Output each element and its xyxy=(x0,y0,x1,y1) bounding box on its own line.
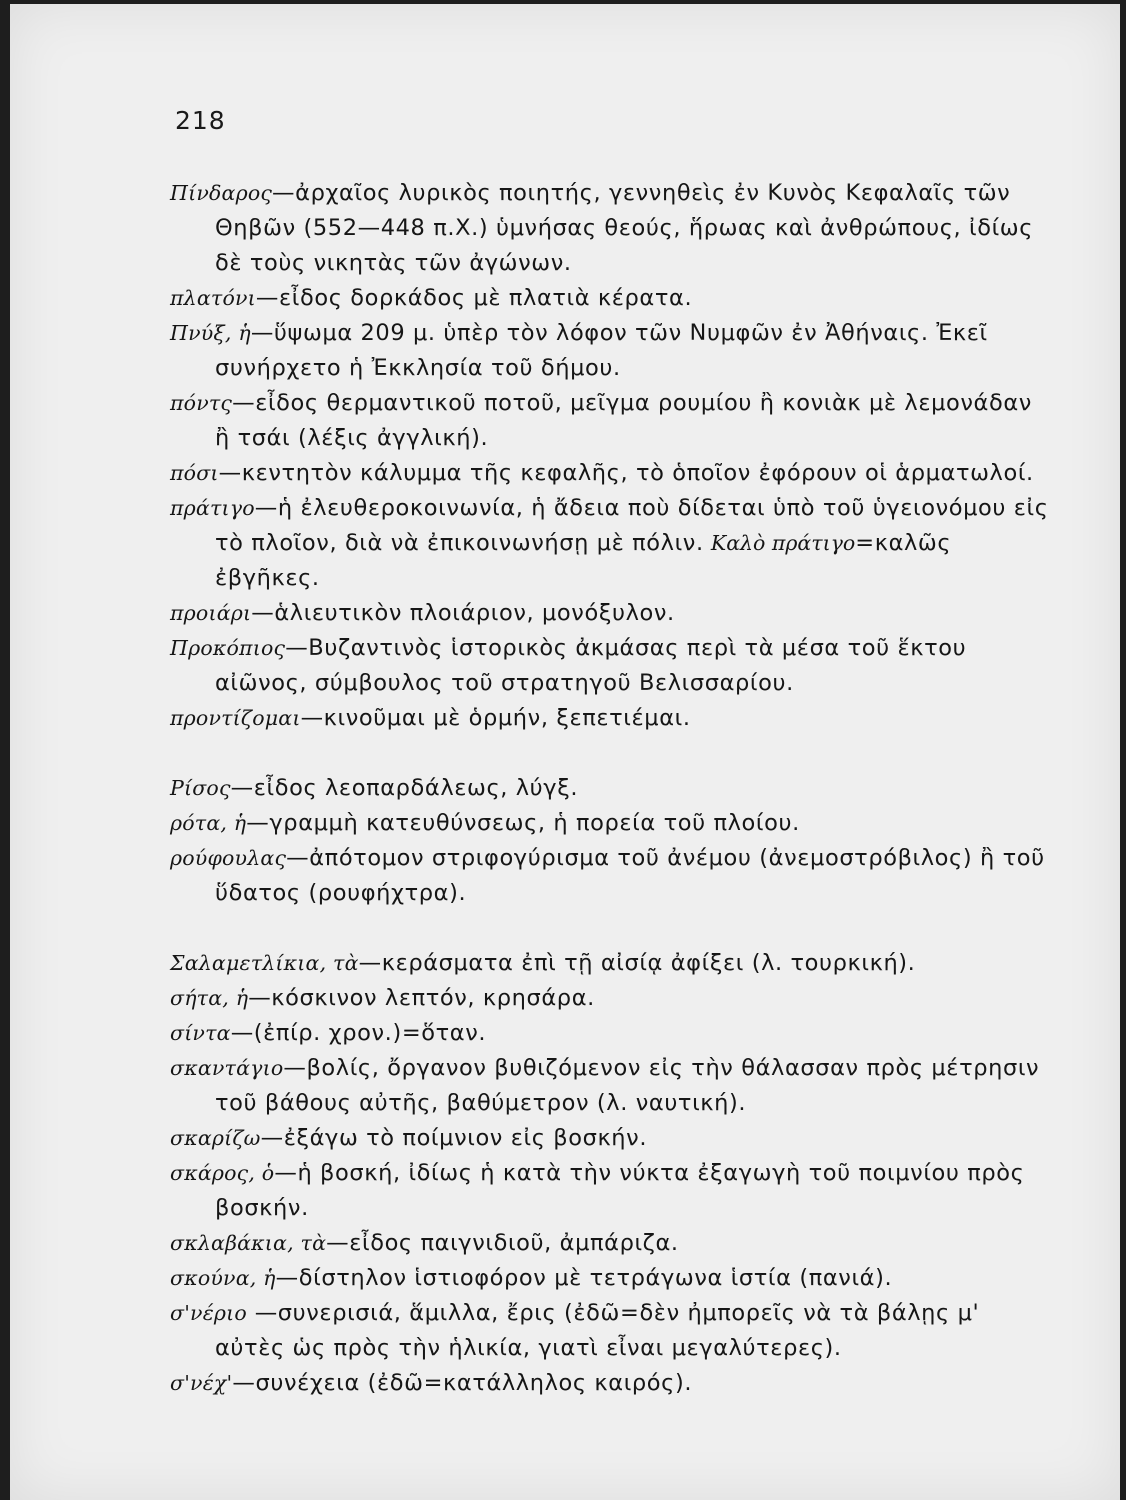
entry-term: σήτα, ἡ xyxy=(170,986,249,1010)
entry-phrase-meaning: =καλῶς ἐβγῆκες. xyxy=(215,530,952,591)
entry-term: σκούνα, ἡ xyxy=(170,1266,276,1290)
glossary-entry xyxy=(170,981,1050,1016)
entry-definition: —συνέχεια (ἐδῶ=κατάλληλος καιρός). xyxy=(232,1370,693,1396)
entry-term: σίντα xyxy=(170,1021,231,1045)
entry-term: ρότα, ἡ xyxy=(170,811,247,835)
entry-definition: —δίστηλον ἱστιοφόρον μὲ τετράγωνα ἱστία (πανιά). xyxy=(275,1265,893,1291)
book-page xyxy=(10,4,1120,1500)
entry-term: πλατόνι xyxy=(170,286,256,310)
entry-definition: —συνερισιά, ἅμιλλα, ἔρις (ἐδῶ=δὲν ἠμπορεῖς νὰ τὰ βάλῃς μ' αὐτὲς ὡς πρὸς τὴν ἡλικία, γιατὶ εἶναι μεγαλύτερες). xyxy=(215,1300,980,1361)
entry-definition: —ὕψωμα 209 μ. ὑπὲρ τὸν λόφον τῶν Νυμφῶν ἐν Ἀθήναις. Ἐκεῖ συνήρχετο ἡ Ἐκκλησία τοῦ δήμου. xyxy=(215,320,988,381)
entry-definition: —κόσκινον λεπτόν, κρησάρα. xyxy=(248,985,595,1011)
entry-term: Ρίσος xyxy=(170,776,231,800)
glossary-entry xyxy=(170,1121,1050,1156)
glossary-entry xyxy=(170,631,1050,701)
glossary-entry xyxy=(170,1261,1050,1296)
glossary-entry xyxy=(170,1296,1050,1366)
entry-definition: —βολίς, ὄργανον βυθιζόμενον εἰς τὴν θάλασσαν πρὸς μέτρησιν τοῦ βάθους αὐτῆς, βαθύμετρον (λ. ναυτική). xyxy=(215,1055,1040,1116)
entry-term: σκλαβάκια, τὰ xyxy=(170,1231,327,1255)
glossary-entry xyxy=(170,1366,1050,1401)
glossary-entry xyxy=(170,1156,1050,1226)
glossary-entry xyxy=(170,1051,1050,1121)
glossary-entry xyxy=(170,701,1050,736)
entry-definition: —(ἐπίρ. χρον.)=ὅταν. xyxy=(230,1020,487,1046)
entry-term: Πνύξ, ἡ xyxy=(170,321,251,345)
entry-definition: —εἶδος δορκάδος μὲ πλατιὰ κέρατα. xyxy=(255,285,693,311)
entry-definition: —ἐξάγω τὸ ποίμνιον εἰς βοσκήν. xyxy=(260,1125,648,1151)
glossary-entry xyxy=(170,1016,1050,1051)
entry-term: σ'νέριο xyxy=(170,1301,247,1325)
glossary-entry xyxy=(170,491,1050,596)
glossary-entry xyxy=(170,456,1050,491)
entry-term: πόντς xyxy=(170,391,233,415)
entry-term: προντίζομαι xyxy=(170,706,301,730)
glossary-entry xyxy=(170,316,1050,386)
entry-term: σκάρος, ὁ xyxy=(170,1161,275,1185)
entry-definition: —κινοῦμαι μὲ ὁρμήν, ξεπετιέμαι. xyxy=(300,705,691,731)
entry-term: προιάρι xyxy=(170,601,252,625)
entry-definition: —ἀπότομον στριφογύρισμα τοῦ ἀνέμου (ἀνεμοστρόβιλος) ἢ τοῦ ὕδατος (ρουφήχτρα). xyxy=(215,845,1045,906)
entry-term: σκαρίζω xyxy=(170,1126,261,1150)
entry-term: σκαντάγιο xyxy=(170,1056,284,1080)
glossary-entry xyxy=(170,946,1050,981)
entry-definition: —ἡ ἐλευθεροκοινωνία, ἡ ἄδεια ποὺ δίδεται ὑπὸ τοῦ ὑγειονόμου εἰς τὸ πλοῖον, διὰ νὰ ἐπικοινωνήσῃ μὲ πόλιν. xyxy=(215,495,1049,556)
entry-phrase: Καλὸ πράτιγο xyxy=(710,531,856,555)
entry-definition: —ἁλιευτικὸν πλοιάριον, μονόξυλον. xyxy=(251,600,675,626)
entry-term: πόσι xyxy=(170,461,219,485)
glossary-entry xyxy=(170,176,1050,281)
entry-definition: —κεράσματα ἐπὶ τῇ αἰσίᾳ ἀφίξει (λ. τουρκική). xyxy=(358,950,916,976)
entry-term: Προκόπιος xyxy=(170,636,286,660)
glossary-entry xyxy=(170,386,1050,456)
entry-definition: —γραμμὴ κατευθύνσεως, ἡ πορεία τοῦ πλοίου. xyxy=(246,810,800,836)
entry-definition: —ἡ βοσκή, ἰδίως ἡ κατὰ τὴν νύκτα ἐξαγωγὴ τοῦ ποιμνίου πρὸς βοσκήν. xyxy=(215,1160,1025,1221)
glossary-entries xyxy=(170,176,1050,1401)
glossary-entry xyxy=(170,771,1050,806)
entry-definition: —ἀρχαῖος λυρικὸς ποιητής, γεννηθεὶς ἐν Κυνὸς Κεφαλαῖς τῶν Θηβῶν (552—448 π.Χ.) ὑμνήσας θεούς, ἥρωας καὶ ἀνθρώπους, ἰδίως δὲ τοὺς νικητὰς τῶν ἀγώνων. xyxy=(215,180,1034,276)
page-number: 218 xyxy=(175,106,226,135)
glossary-entry xyxy=(170,281,1050,316)
entry-definition: —εἶδος λεοπαρδάλεως, λύγξ. xyxy=(230,775,579,801)
entry-definition: —εἶδος θερμαντικοῦ ποτοῦ, μεῖγμα ρουμίου ἢ κονιὰκ μὲ λεμονάδαν ἢ τσάι (λέξις ἀγγλική). xyxy=(215,390,1032,451)
entry-definition: —εἶδος παιγνιδιοῦ, ἀμπάριζα. xyxy=(326,1230,679,1256)
entry-definition: —Βυζαντινὸς ἱστορικὸς ἀκμάσας περὶ τὰ μέσα τοῦ ἕκτου αἰῶνος, σύμβουλος τοῦ στρατηγοῦ Βελισσαρίου. xyxy=(215,635,967,696)
entry-definition: —κεντητὸν κάλυμμα τῆς κεφαλῆς, τὸ ὁποῖον ἐφόρουν οἱ ἁρματωλοί. xyxy=(218,460,1034,486)
glossary-entry xyxy=(170,1226,1050,1261)
entry-term: ρούφουλας xyxy=(170,846,287,870)
entry-term: πράτιγο xyxy=(170,496,255,520)
glossary-entry xyxy=(170,841,1050,911)
entry-term: Πίνδαρος xyxy=(170,181,273,205)
entry-term: Σαλαμετλίκια, τὰ xyxy=(170,951,359,975)
entry-term: σ'νέχ' xyxy=(170,1371,233,1395)
glossary-entry xyxy=(170,596,1050,631)
glossary-entry xyxy=(170,806,1050,841)
